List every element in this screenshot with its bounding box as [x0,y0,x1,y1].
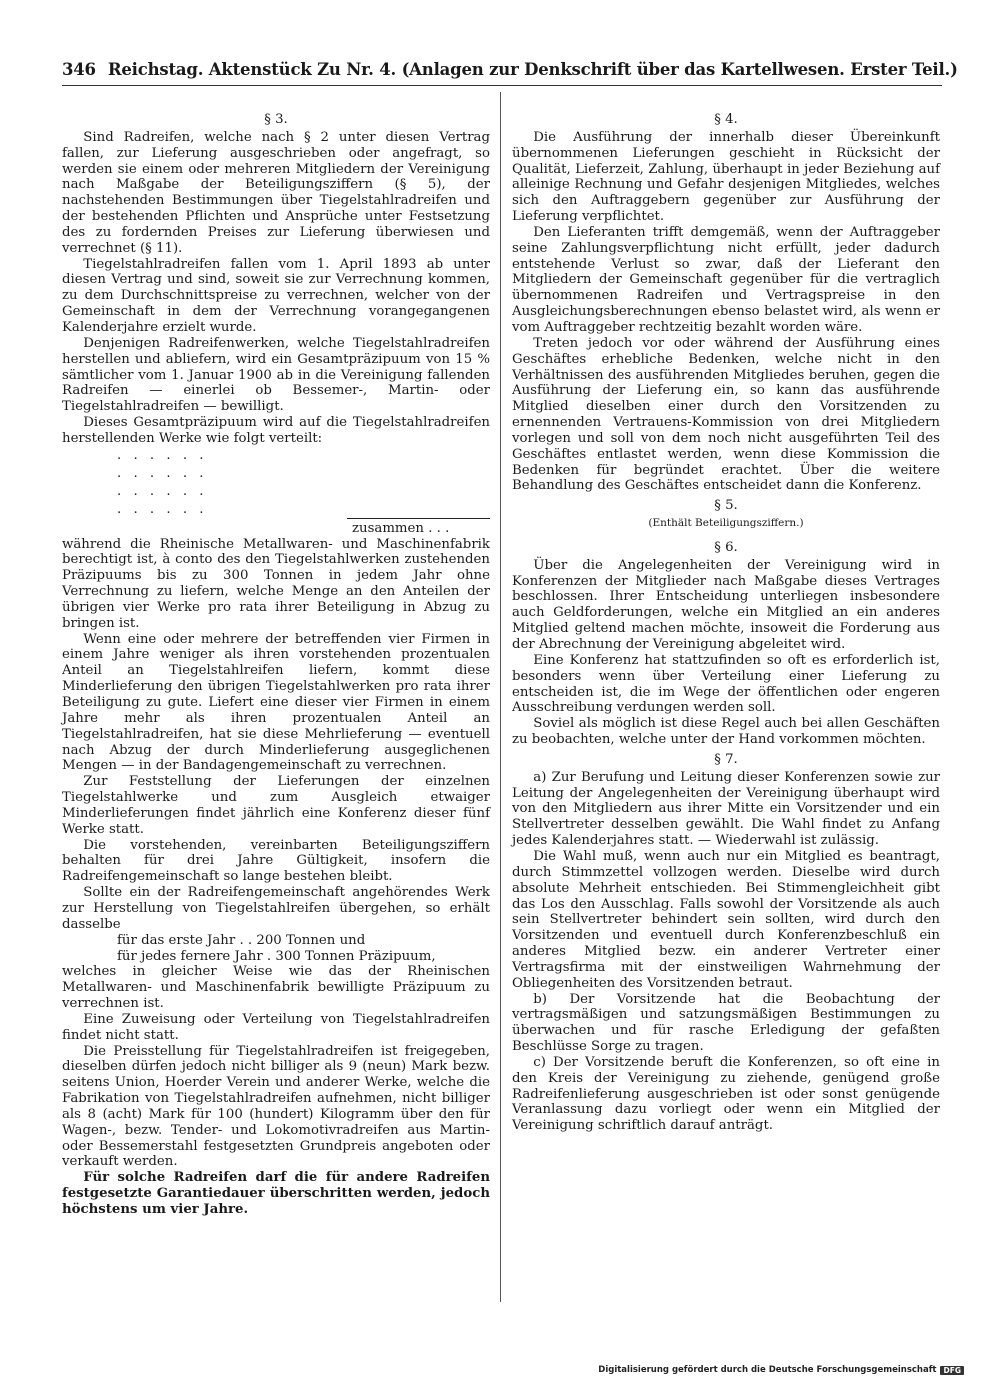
running-title: Reichstag. Aktenstück Zu Nr. 4. (Anlagen zur Denkschrift über das Kartellwesen. Erster Teil.) [107,60,958,79]
paragraph: Den Lieferanten trifft demgemäß, wenn der Auftraggeber seine Zahlungsverpflichtung nicht erfüllt, jeder dadurch entstehende Verlust so zwar, daß der Lieferant den Mitgliedern der Gemeinschaft gegenüber für die vertraglich übernommenen Radreifen und Vertragspreise in den Ausgleichungsberechnungen ebenso belastet wird, als wenn er vom Auftraggeber rechtzeitig bezahlt worden wäre. [512,224,940,335]
dots-line: . . . . . . [117,465,208,481]
paragraph: Die Ausführung der innerhalb dieser Übereinkunft übernommenen Lieferungen geschieht in Rücksicht der Qualität, Lieferzeit, Zahlung, überhaupt in jeder Beziehung auf alleinige Rechnung und Gefahr desjenigen Mitgliedes, welches sich den Auftraggebern gegenüber zur Ausführung der Lieferung verpflichtet. [512,129,940,225]
paragraph: Sind Radreifen, welche nach § 2 unter diesen Vertrag fallen, zur Lieferung ausgeschrieben oder angefragt, so werden sie einem oder mehreren Mitgliedern der Vereinigung nach Maßgabe der Beteiligungsziffern (§ 5), der nachstehenden Bestimmungen über Tiegelstahlradreifen und der bestehenden Pflichten und Ansprüche unter Festsetzung des zu fordernden Preises zur Lieferung überwiesen und verrechnet (§ 11). [62,129,490,256]
page-header [62,60,958,79]
paragraph: a) Zur Berufung und Leitung dieser Konferenzen sowie zur Leitung der Angelegenheiten der Vereinigung überhaupt wird von den Mitgliedern aus ihrer Mitte ein Vorsitzender und ein Stellvertreter desselben gewählt. Die Wahl findet zu Anfang jedes Kalenderjahres statt. — Wiederwahl ist zulässig. [512,769,940,849]
paragraph: b) Der Vorsitzende hat die Beobachtung der vertragsmäßigen und satzungsmäßigen Bestimmungen zu überwachen und für rasche Erledigung der gefaßten Beschlüsse Sorge zu tragen. [512,991,940,1055]
paragraph: Die Preisstellung für Tiegelstahlradreifen ist freigegeben, dieselben dürfen jedoch nicht billiger als 9 (neun) Mark bezw. seitens Union, Hoerder Verein und anderer Werke, welche die Fabrikation von Tiegelstahlradreifen aufnehmen, nicht billiger als 8 (acht) Mark für 100 (hundert) Kilogramm über den für Wagen-, bezw. Tender- und Lokomotivradreifen aus Martin- oder Bessemerstahl festgesetzten Grundpreis angeboten oder verkauft werden. [62,1043,490,1170]
paragraph: welches in gleicher Weise wie das der Rheinischen Metallwaren- und Maschinenfabrik bewilligte Präzipuum zu verrechnen ist. [62,964,490,1012]
dots-line: . . . . . . [117,501,208,517]
section-5-note: (Enthält Beteiligungsziffern.) [648,517,804,530]
paragraph: c) Der Vorsitzende beruft die Konferenzen, so oft eine in den Kreis der Vereinigung zu ziehende, genügend große Radreifenlieferung ausgeschrieben ist oder sonst genügende Veranlassung dazu vorliegt oder wenn ein Mitglied der Vereinigung schriftlich darauf anträgt. [512,1054,940,1134]
column-divider [500,92,501,1302]
placeholder-dots [62,447,490,519]
page-number: 346 [62,60,96,79]
dots-line: . . . . . . [117,483,208,499]
section-6-heading: § 6. [714,539,738,555]
paragraph: Denjenigen Radreifenwerken, welche Tiegelstahlradreifen herstellen und abliefern, wird ein Gesamtpräzipuum von 15 % sämtlicher vom 1. Januar 1900 ab in die Vereinigung fallenden Radreifen — einerlei ob Bessemer-, Martin- oder Tiegelstahlradreifen — bewilligt. [62,335,490,415]
digitization-footer [598,1365,964,1375]
right-column [512,108,940,1134]
dots-line: . . . . . . [117,447,208,463]
paragraph: Die Wahl muß, wenn auch nur ein Mitglied es beantragt, durch Stimmzettel vollzogen werden. Dieselbe wird durch absolute Mehrheit entschieden. Bei Stimmengleichheit gibt das Los den Ausschlag. Falls sowohl der Vorsitzende als auch sein Stellvertreter behindert sein sollten, wird durch den Vorsitzenden und eventuell durch Konferenzbeschluß ein anderes Mitglied bezw. ein anderer Vertreter einer Vertragsfirma mit der einstweiligen Wahrnehmung der Obliegenheiten des Vorsitzenden betraut. [512,848,940,991]
paragraph: Zur Feststellung der Lieferungen der einzelnen Tiegelstahlwerke und zum Ausgleich etwaiger Minderlieferungen findet jährlich eine Konferenz dieser fünf Werke statt. [62,774,490,837]
paragraph: Eine Zuweisung oder Verteilung von Tiegelstahlradreifen findet nicht statt. [62,1011,490,1043]
paragraph: Die vorstehenden, vereinbarten Beteiligungsziffern behalten für drei Jahre Gültigkeit, insofern die Radreifengemeinschaft so lange bestehen bleibt. [62,837,490,885]
paragraph: Dieses Gesamtpräzipuum wird auf die Tiegelstahlradreifen herstellenden Werke wie folgt verteilt: [62,415,490,446]
quota-line-first-year: für das erste Jahr . . 200 Tonnen und [117,932,366,948]
section-3-heading: § 3. [264,112,288,127]
paragraph-bold: Für solche Radreifen darf die für andere Radreifen festgesetzte Garantiedauer überschritten werden, jedoch höchstens um vier Jahre. [62,1170,490,1217]
left-column [62,108,490,1218]
header-rule [62,85,942,86]
section-4-heading: § 4. [714,112,738,127]
paragraph: Eine Konferenz hat stattzufinden so oft es erforderlich ist, besonders wenn über Verteilung einer Lieferung zu entscheiden ist, die im Wege der öffentlichen oder engeren Ausschreibung verdungen werden soll. [512,652,940,716]
paragraph: Treten jedoch vor oder während der Ausführung eines Geschäftes erhebliche Bedenken, welche nicht in den Verhältnissen des ausführenden Mitgliedes beruhen, gegen die Ausführung der Lieferung ein, so kann das ausführende Mitglied dieselben einer durch den Vorsitzenden zu ernennenden Vertrauens-Kommission von drei Mitgliedern vorlegen und soll von dem noch nicht ausgeführten Teil des Geschäftes entlastet werden, wenn diese Kommission die Bedenken für begründet erachtet. Über die weitere Behandlung des Geschäftes entscheidet dann die Konferenz. [512,335,940,494]
paragraph: Wenn eine oder mehrere der betreffenden vier Firmen in einem Jahre weniger als ihren vorstehenden prozentualen Anteil an Tiegelstahlreifen liefern, kommt diese Minderlieferung den übrigen Tiegelstahlwerken pro rata ihrer Beteiligung zu gute. Liefert eine dieser vier Firmen in einem Jahre mehr als ihren prozentualen Anteil an Tiegelstahlradreifen, hat sie diese Mehrlieferung — eventuell nach Abzug der durch Minderlieferung ausgeglichenen Mengen — in der Bandagengemeinschaft zu verrechnen. [62,631,490,774]
quota-line-further-years: für jedes fernere Jahr . 300 Tonnen Präzipuum, [117,948,436,964]
footer-text: Digitalisierung gefördert durch die Deutsche Forschungsgemeinschaft [598,1365,937,1375]
total-line: zusammen . . . [62,521,490,537]
paragraph: Tiegelstahlradreifen fallen vom 1. April 1893 ab unter diesen Vertrag und sind, soweit sie zur Verrechnung kommen, zu dem Durchschnittspreise zu verrechnen, welcher von der Gemeinschaft in dem der Verrechnung vorangegangenen Kalenderjahre erzielt wurde. [62,256,490,335]
section-5-heading: § 5. [714,498,738,514]
dfg-logo: DFG [940,1366,964,1375]
paragraph: während die Rheinische Metallwaren- und Maschinenfabrik berechtigt ist, à conto des den Tiegelstahlwerken zustehenden Präzipuums bis zu 300 Tonnen in jedem Jahr ohne Verrechnung zu liefern, welche Menge an den Anteilen der übrigen vier Werke pro rata ihrer Beteiligung in Abzug zu bringen ist. [62,536,490,631]
paragraph: Sollte ein der Radreifengemeinschaft angehörendes Werk zur Herstellung von Tiegelstahlreifen übergehen, so erhält dasselbe [62,885,490,932]
paragraph: Über die Angelegenheiten der Vereinigung wird in Konferenzen der Mitglieder nach Maßgabe dieses Vertrages beschlossen. Ihrer Entscheidung unterliegen insbesondere auch Geldforderungen, welche ein Mitglied an ein anderes Mitglied geltend machen möchte, insoweit die Forderung aus der Abrechnung der Vereinigung abgeleitet wird. [512,557,940,652]
section-7-heading: § 7. [714,751,738,767]
paragraph: Soviel als möglich ist diese Regel auch bei allen Geschäften zu beobachten, welche unter der Hand vorkommen möchten. [512,716,940,748]
